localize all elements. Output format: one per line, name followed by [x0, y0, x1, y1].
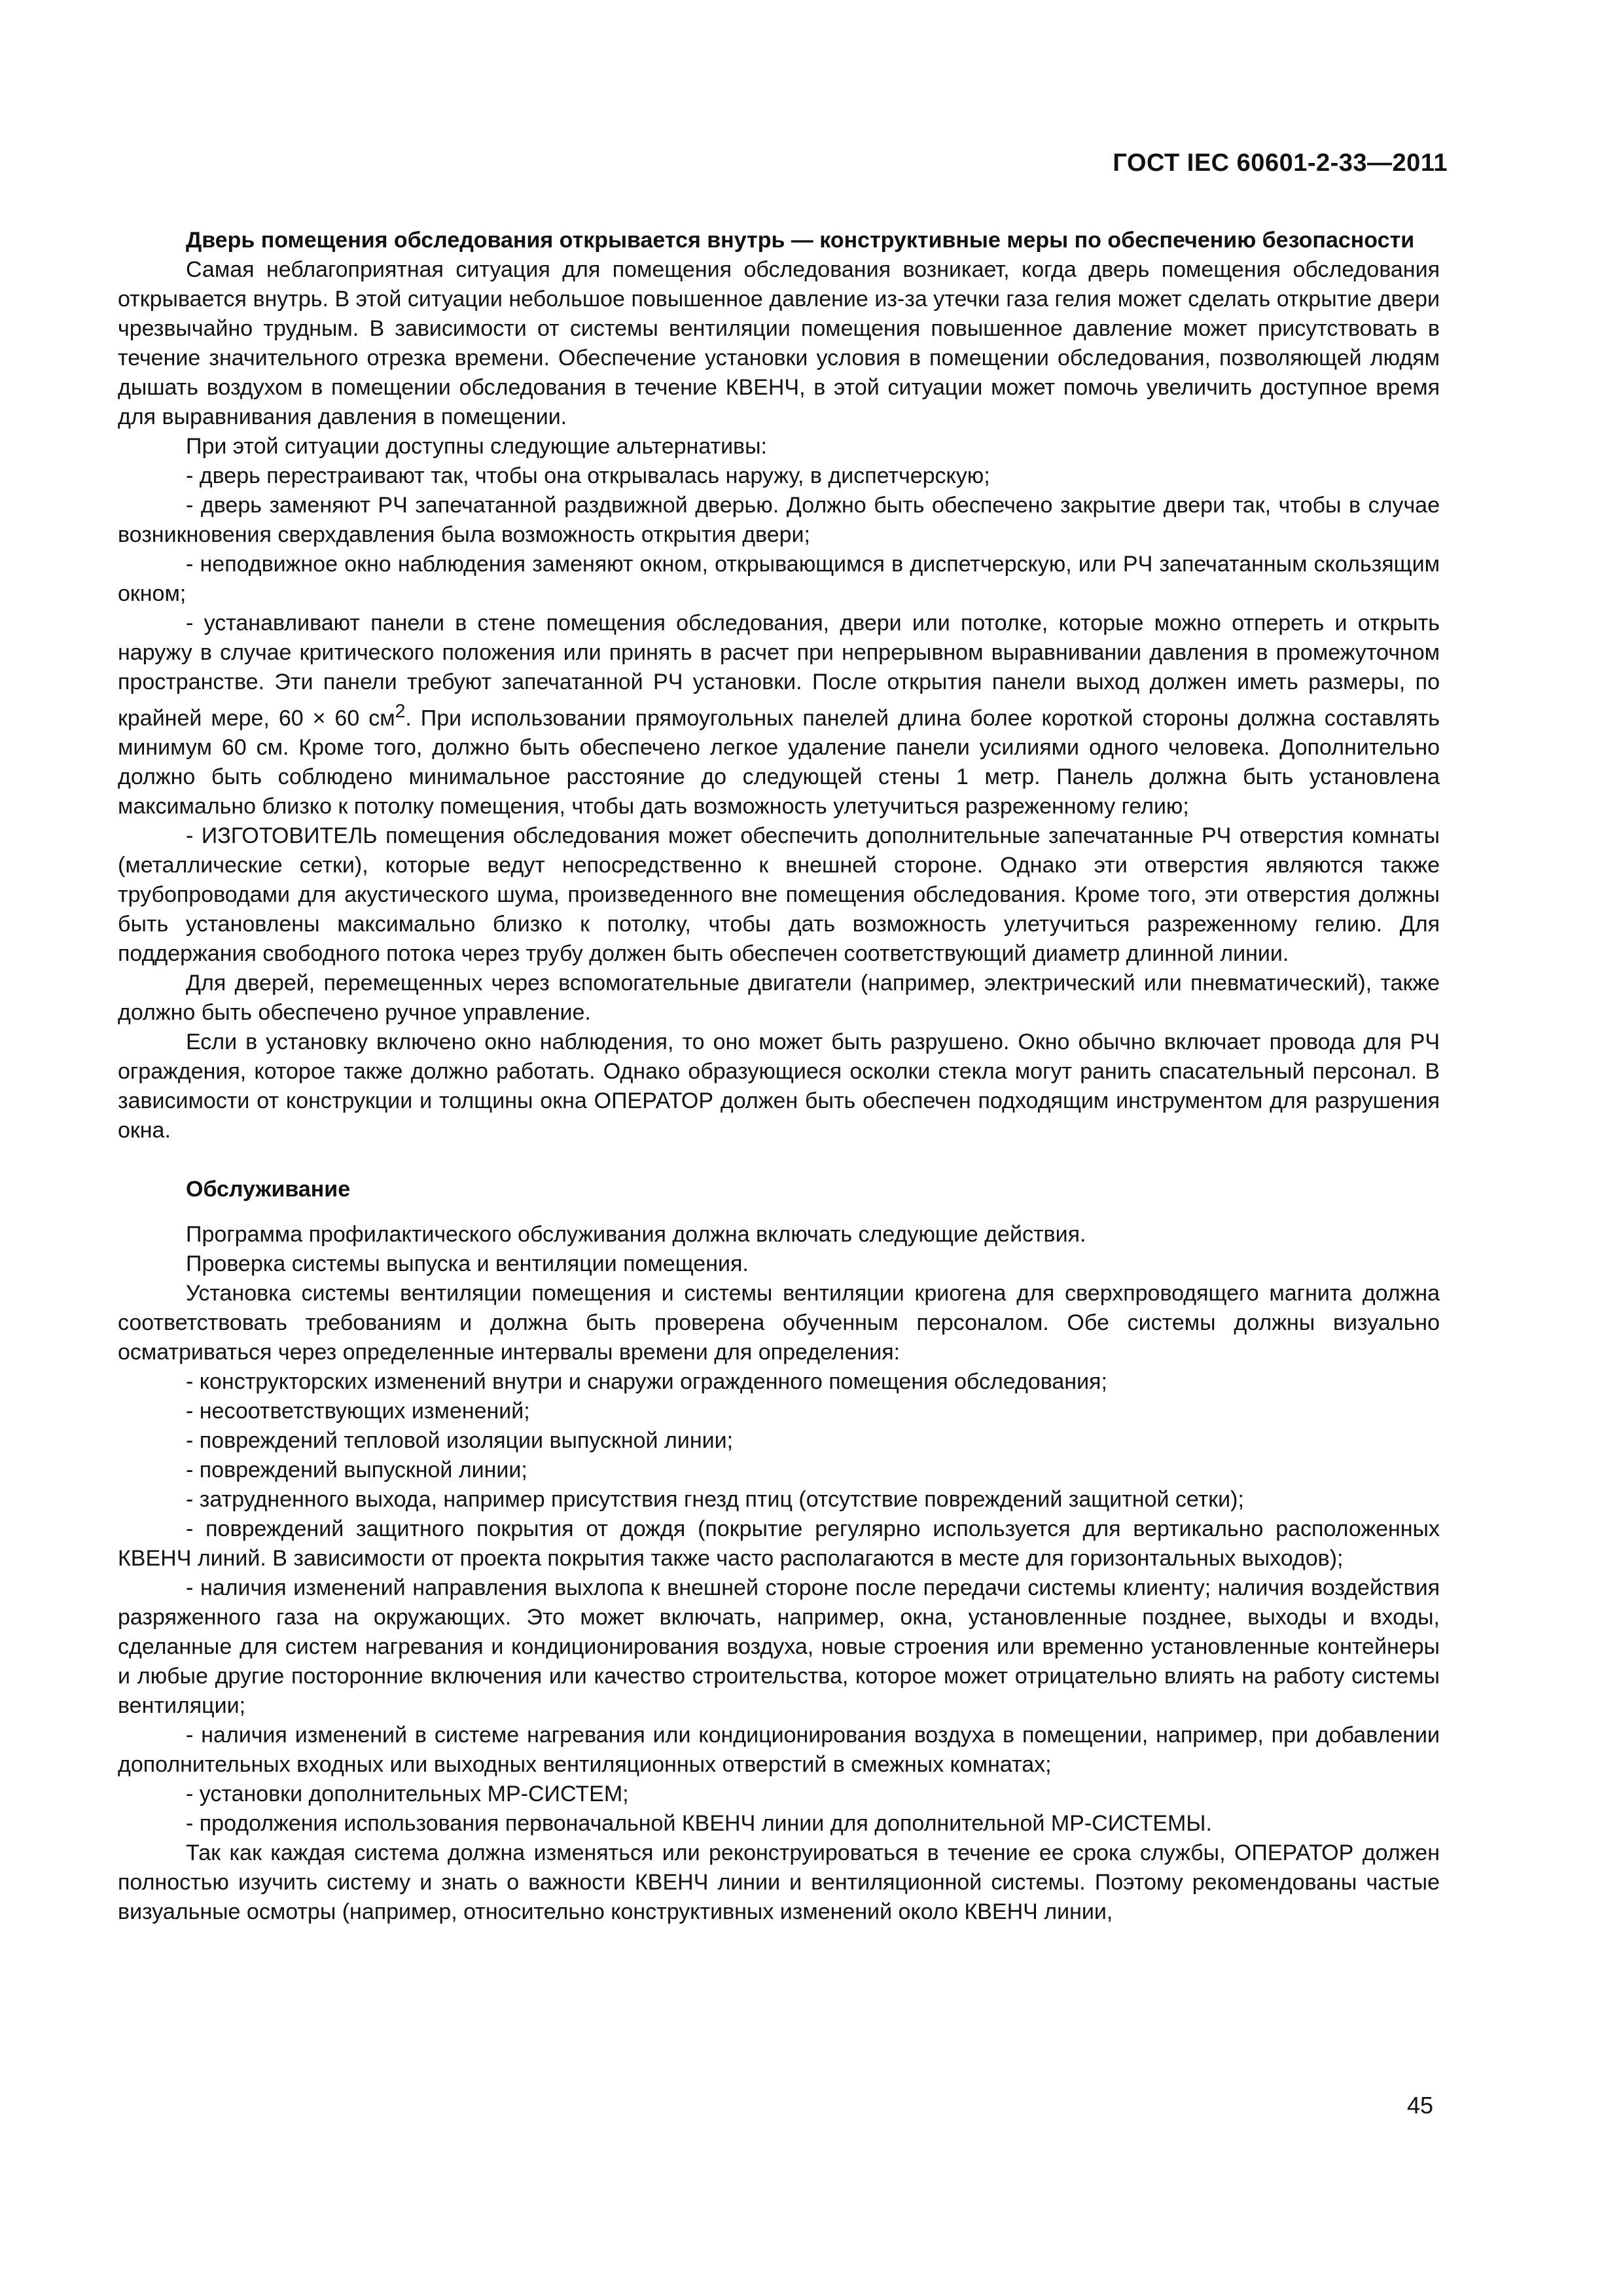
paragraph: Так как каждая система должна изменяться или реконструироваться в течение ее срока службы, ОПЕРАТОР должен полностью изучить систему и знать о важности КВЕНЧ линии и вентиляционной системы. Поэтому рекомендованы частые визуальные осмотры (например, относительно конструктивных изменений около КВЕНЧ линии, [118, 1840, 1440, 1925]
panel-text-before: - устанавливают панели в стене помещения обследования, двери или потолке, которые можно отпереть и открыть наружу в случае критического положения или принять в расчет при непрерывном выравнивании давления в промежуточном пространстве. Эти панели требуют запечатанной РЧ установки. После открытия панели выход должен иметь размеры, по крайней мере, 60 × 60 см [118, 611, 1440, 731]
list-item: - повреждений тепловой изоляции выпускной линии; [186, 1428, 734, 1454]
section-heading-maintenance: Обслуживание [186, 1177, 351, 1202]
list-item: - повреждений выпускной линии; [186, 1458, 527, 1483]
list-item: - наличия изменений направления выхлопа к внешней стороне после передачи системы клиенту; наличия воздействия разряженного газа на окружающих. Это может включать, например, окна, установленные позднее, выходы и входы, сделанные для систем нагревания и кондиционирования воздуха, новые строения или временно установленные контейнеры и любые другие посторонние включения или качество строительства, которое может отрицательно влиять на работу системы вентиляции; [118, 1575, 1440, 1719]
paragraph: Самая неблагоприятная ситуация для помещения обследования возникает, когда дверь помещения обследования открывается внутрь. В этой ситуации небольшое повышенное давление из-за утечки газа гелия может сделать открытие двери чрезвычайно трудным. В зависимости от системы вентиляции помещения повышенное давление может присутствовать в течение значительного отрезка времени. Обеспечение установки условия в помещении обследования, позволяющей людям дышать воздухом в помещении обследования в течение КВЕНЧ, в этой ситуации может помочь увеличить доступное время для выравнивания давления в помещении. [118, 257, 1440, 429]
list-item: - повреждений защитного покрытия от дождя (покрытие регулярно используется для вертикально расположенных КВЕНЧ линий. В зависимости от проекта покрытия также часто располагаются в месте для горизонтальных выходов); [118, 1516, 1440, 1571]
list-item: - продолжения использования первоначальной КВЕНЧ линии для дополнительной МР-СИСТЕМЫ. [186, 1811, 1212, 1837]
paragraph: Для дверей, перемещенных через вспомогательные двигатели (например, электрический или пневматический), также должно быть обеспечено ручное управление. [118, 971, 1440, 1026]
list-item: - дверь перестраивают так, чтобы она открывалась наружу, в диспетчерскую; [186, 463, 990, 488]
paragraph: Установка системы вентиляции помещения и системы вентиляции криогена для сверхпроводящего магнита должна соответствовать требованиям и должна быть проверена обученным персоналом. Обе системы должны визуально осматриваться через определенные интервалы времени для определения: [118, 1281, 1440, 1365]
list-item: - конструкторских изменений внутри и снаружи огражденного помещения обследования; [186, 1369, 1107, 1395]
list-item: - затрудненного выхода, например присутствия гнезд птиц (отсутствие повреждений защитной сетки); [186, 1487, 1244, 1513]
list-item-panels [118, 609, 1440, 821]
section-heading-door: Дверь помещения обследования открывается внутрь — конструктивные меры по обеспечению безопасности [186, 228, 1415, 253]
panel-superscript: 2 [395, 701, 406, 722]
standard-code-header: ГОСТ IEC 60601-2-33—2011 [1113, 149, 1448, 177]
paragraph: При этой ситуации доступны следующие альтернативы: [186, 434, 768, 459]
list-item: - ИЗГОТОВИТЕЛЬ помещения обследования может обеспечить дополнительные запечатанные РЧ отверстия комнаты (металлические сетки), которые ведут непосредственно к внешней стороне. Однако эти отверстия являются также трубопроводами для акустического шума, произведенного вне помещения обследования. Кроме того, эти отверстия должны быть установлены максимально близко к потолку, чтобы дать возможность улетучиться разреженному гелию. Для поддержания свободного потока через трубу должен быть обеспечен соответствующий диаметр длинной линии. [118, 823, 1440, 967]
panel-text-after: . При использовании прямоугольных панелей длина более короткой стороны должна составлять минимум 60 см. Кроме того, должно быть обеспечено легкое удаление панели усилиями одного человека. Дополнительно должно быть соблюдено минимальное расстояние до следующей стены 1 метр. Панель должна быть установлена максимально близко к потолку помещения, чтобы дать возможность улетучиться разреженному гелию; [118, 706, 1440, 819]
list-item: - неподвижное окно наблюдения заменяют окном, открывающимся в диспетчерскую, или РЧ запечатанным скользящим окном; [118, 552, 1440, 606]
page-content [118, 226, 1440, 1927]
list-item: - дверь заменяют РЧ запечатанной раздвижной дверью. Должно быть обеспечено закрытие двери так, чтобы в случае возникновения сверхдавления была возможность открытия двери; [118, 493, 1440, 547]
list-item: - установки дополнительных МР-СИСТЕМ; [186, 1782, 629, 1807]
list-item: - наличия изменений в системе нагревания или кондиционирования воздуха в помещении, например, при добавлении дополнительных входных или выходных вентиляционных отверстий в смежных комнатах; [118, 1723, 1440, 1778]
list-item: - несоответствующих изменений; [186, 1399, 530, 1424]
paragraph: Проверка системы выпуска и вентиляции помещения. [186, 1251, 749, 1277]
paragraph: Если в установку включено окно наблюдения, то оно может быть разрушено. Окно обычно включает провода для РЧ ограждения, которое также должно работать. Однако образующиеся осколки стекла могут ранить спасательный персонал. В зависимости от конструкции и толщины окна ОПЕРАТОР должен быть обеспечен подходящим инструментом для разрушения окна. [118, 1030, 1440, 1143]
paragraph: Программа профилактического обслуживания должна включать следующие действия. [186, 1222, 1086, 1247]
page-number: 45 [1406, 2092, 1433, 2119]
